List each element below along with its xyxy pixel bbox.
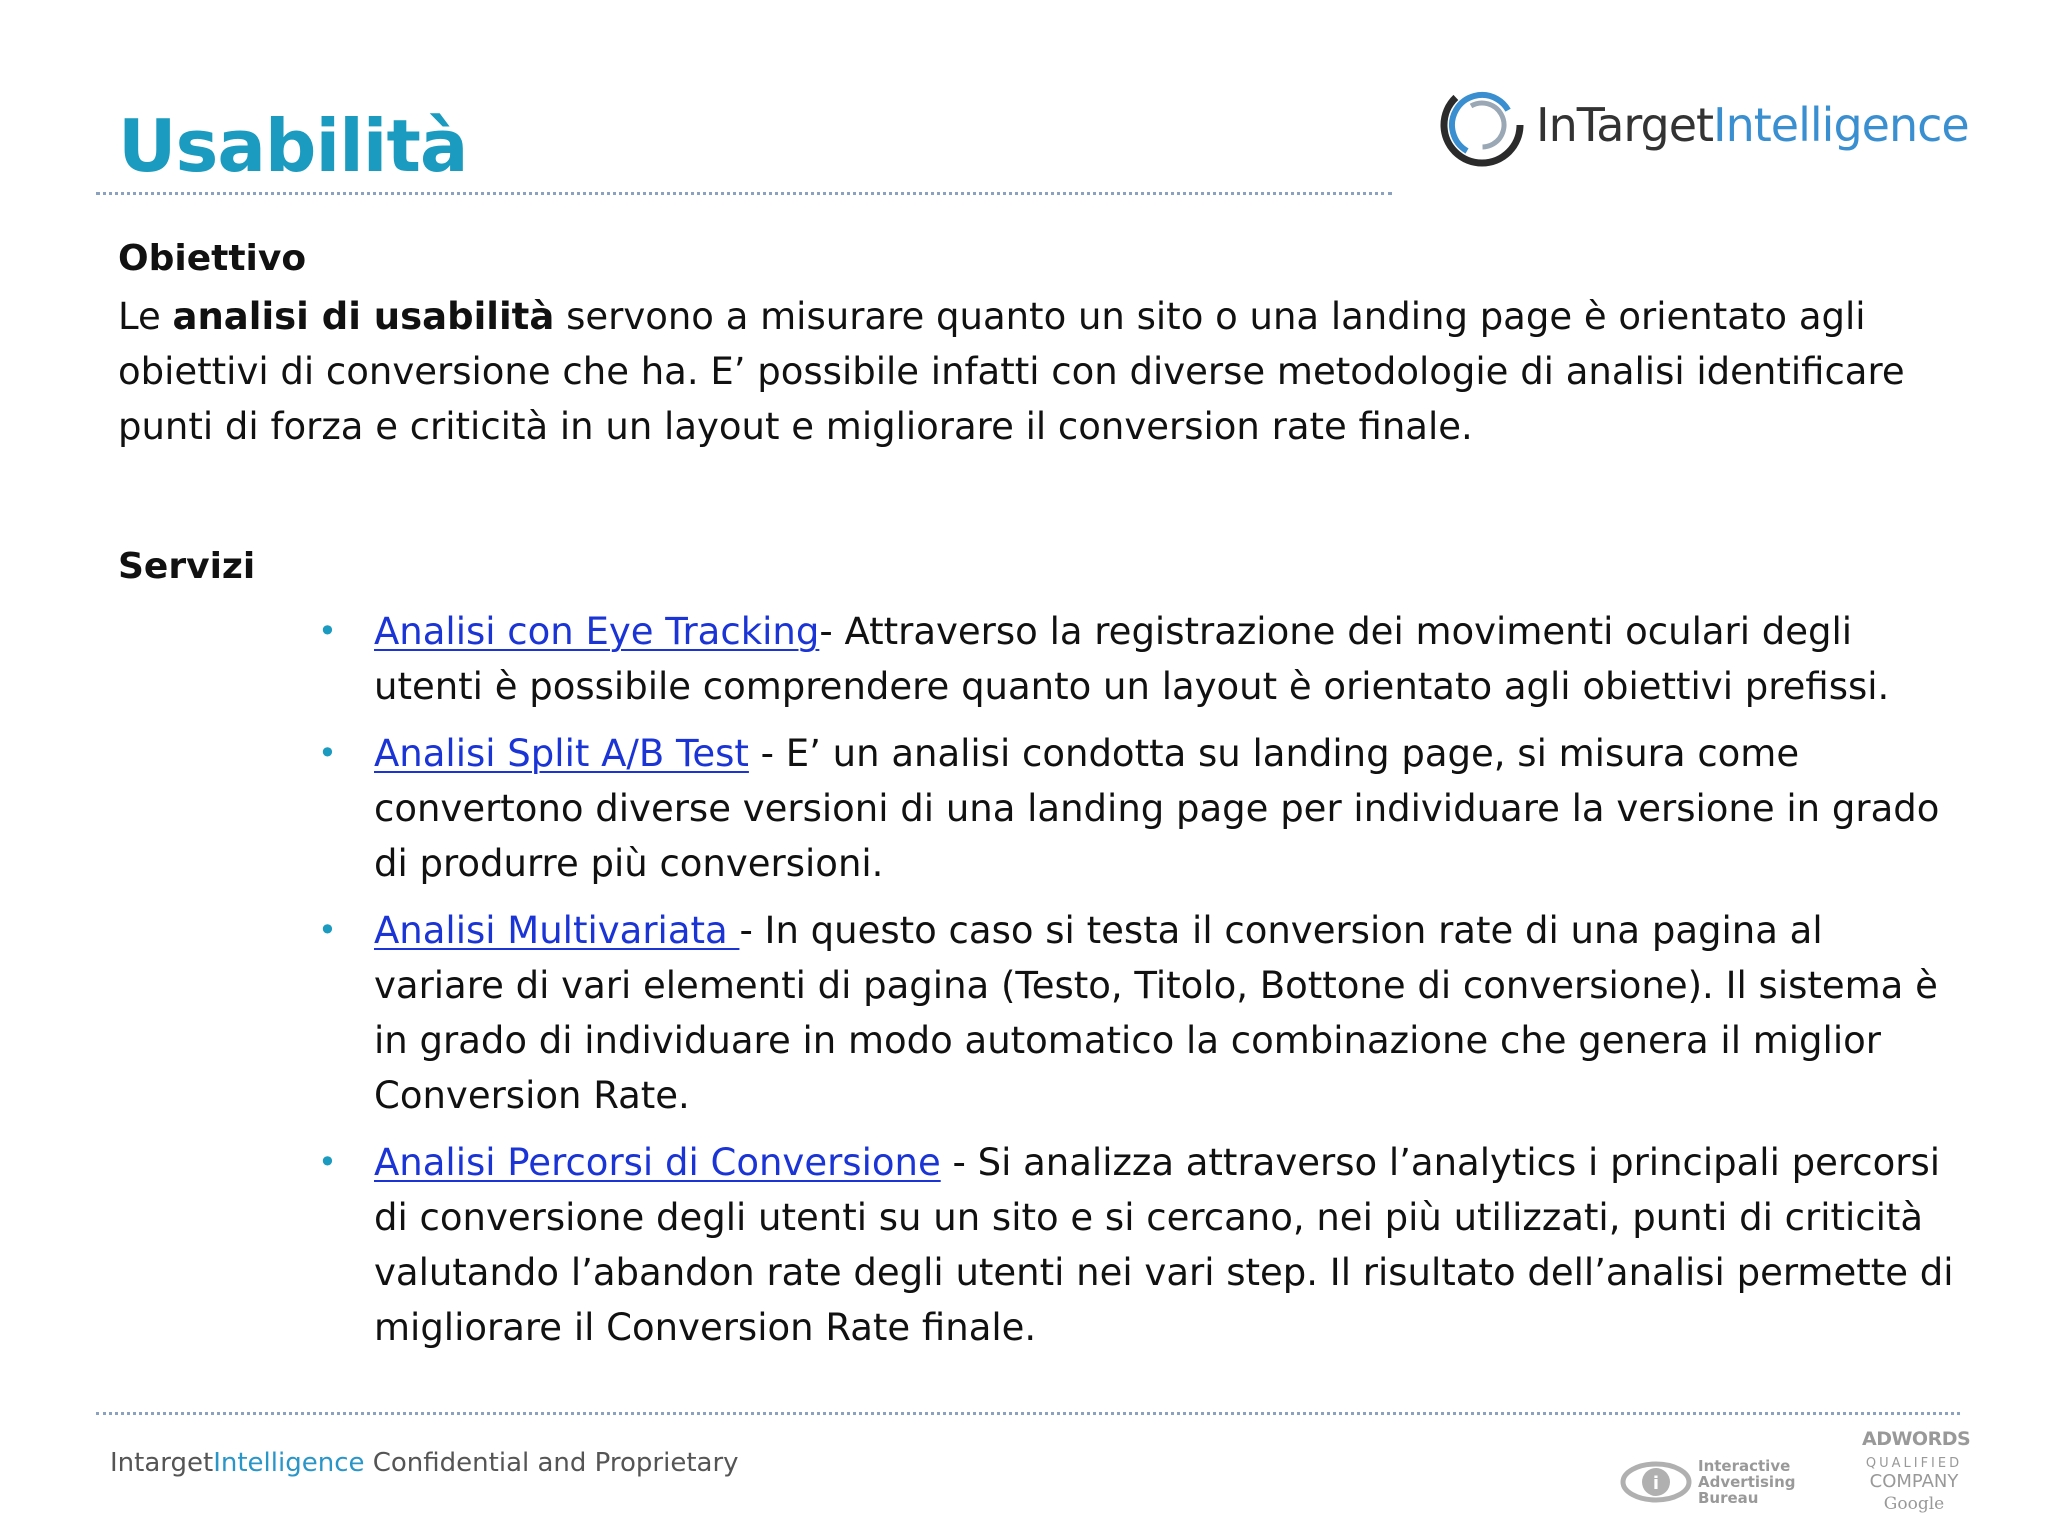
list-item [318,903,1958,1123]
list-item-text: - Si analizza attraverso l’analytics i principali percorsi di conversione degli utenti su un sito e si cercano, nei più utilizzati, punti di criticità valutando l’abandon rate degli utenti nei vari step. Il risultato dell’analisi permette di migliorare il Conversion Rate finale. [374,1141,1954,1349]
iab-line-2: Advertising [1698,1473,1796,1491]
footer-part-intarget: Intarget [110,1448,214,1478]
objective-text-end: servono a misurare quanto un sito o una landing page è orientato agli obiettivi di conversione che ha. E’ possibile infatti con diverse metodologie di analisi identificare punti di forza e criticità in un layout e migliorare il conversion rate finale. [118,295,1905,448]
percorsi-conversione-link[interactable]: Analisi Percorsi di Conversione [374,1141,941,1184]
iab-badge [1620,1448,1820,1516]
objective-heading: Obiettivo [118,238,307,279]
logo-word-intarget: InTarget [1536,98,1714,152]
objective-text-start: Le [118,295,173,338]
slide-title: Usabilità [118,104,468,188]
svg-text:i: i [1652,1473,1660,1494]
intarget-logo [1432,70,2032,180]
footer-part-confidential: Confidential and Proprietary [364,1448,739,1478]
adwords-line-3: COMPANY [1869,1471,1959,1492]
services-heading: Servizi [118,546,256,587]
logo-word-intelligence: Intelligence [1713,98,1969,152]
multivariata-link[interactable]: Analisi Multivariata [374,909,740,952]
adwords-line-2: QUALIFIED [1865,1456,1963,1471]
list-item-text: - E’ un analisi condotta su landing page, si misura come convertono diverse versioni di una landing page per individuare la versione in grado di produrre più conversioni. [374,732,1940,885]
list-item-text: - In questo caso si testa il conversion rate di una pagina al variare di vari elementi di pagina (Testo, Titolo, Bottone di conversione). Il sistema è in grado di individuare in modo automatico la combinazione che genera il miglior Conversion Rate. [374,909,1938,1117]
objective-paragraph [118,289,1938,454]
iab-line-3: Bureau [1698,1489,1759,1507]
list-item-text: - Attraverso la registrazione dei movimenti oculari degli utenti è possibile comprendere quanto un layout è orientato agli obiettivi prefissi. [374,610,1890,708]
bullet-icon: • [318,911,337,949]
objective-text-bold: analisi di usabilità [172,295,555,338]
iab-line-1: Interactive [1698,1457,1791,1475]
footer-divider [96,1412,1960,1415]
list-item [318,726,1958,891]
services-list [318,604,1958,1367]
bullet-icon: • [318,1143,337,1181]
list-item [318,1135,1958,1355]
adwords-line-4: Google [1883,1494,1945,1514]
footer-text [110,1448,739,1478]
objective-section [118,238,1938,454]
logo-wordmark [1536,98,1969,152]
eye-tracking-link[interactable]: Analisi con Eye Tracking [374,610,820,653]
iab-label [1698,1458,1796,1506]
split-ab-test-link[interactable]: Analisi Split A/B Test [374,732,749,775]
list-item [318,604,1958,714]
footer-part-intelligence: Intelligence [213,1448,365,1478]
bullet-icon: • [318,734,337,772]
adwords-line-1: ADWORDS [1862,1428,1971,1450]
bullet-icon: • [318,612,337,650]
title-divider [96,192,1392,195]
adwords-badge [1862,1428,1971,1514]
iab-eye-icon [1620,1452,1692,1512]
intarget-swirl-icon [1432,75,1532,175]
